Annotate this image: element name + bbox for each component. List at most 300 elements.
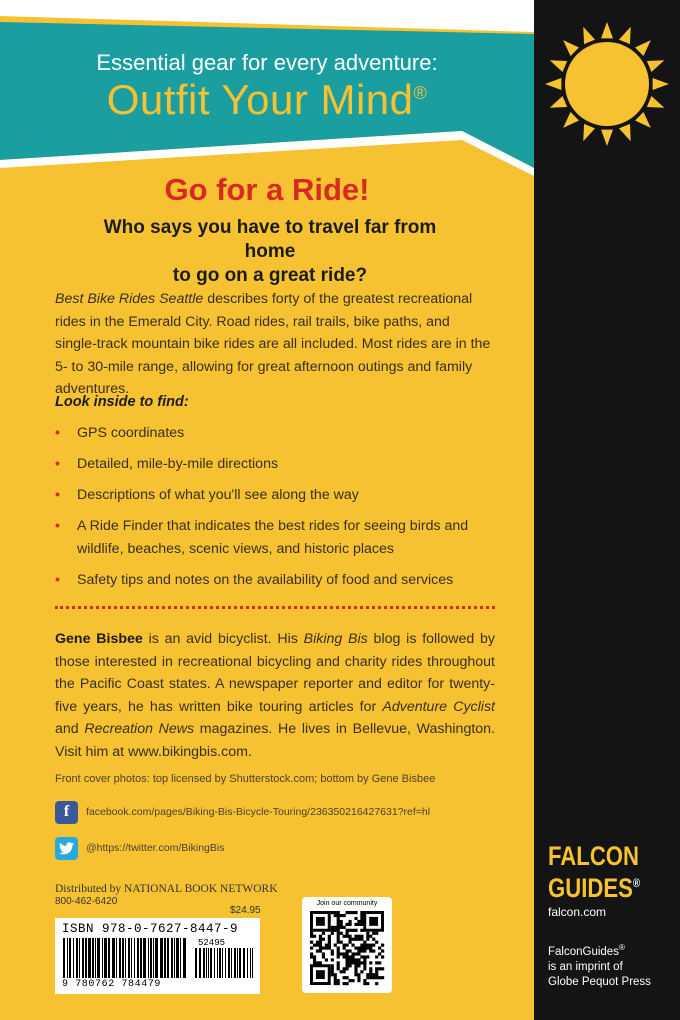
barcode-bar xyxy=(222,948,223,978)
feature-text: Safety tips and notes on the availability of food and services xyxy=(77,572,454,588)
intro-text: describes forty of the greatest recreational rides in the Emerald City. Road rides, rail trails, bike paths, and single-track mountain bike rides are all included. Most rides are in the 5- to 30-mile range, allowing for great afternoon outings and family adventures. xyxy=(55,291,491,397)
qr-module xyxy=(369,949,372,952)
feature-text: A Ride Finder that indicates the best rides for seeing birds and wildlife, beaches, scenic views, and historic places xyxy=(77,518,469,557)
qr-module xyxy=(328,947,331,950)
qr-module xyxy=(346,982,349,985)
qr-module xyxy=(331,973,334,976)
sun-ray xyxy=(653,78,669,90)
qr-module xyxy=(325,958,328,961)
qr-module xyxy=(319,944,322,947)
qr-module xyxy=(354,964,357,967)
qr-module xyxy=(357,935,360,938)
barcode-bar xyxy=(85,938,87,978)
qr-module xyxy=(331,952,334,955)
barcode-bar xyxy=(208,948,209,978)
qr-module xyxy=(372,973,375,976)
qr-module xyxy=(381,944,384,947)
qr-module xyxy=(357,949,360,952)
qr-module xyxy=(331,926,334,929)
bio-text-1: is an avid bicyclist. His xyxy=(142,631,304,647)
qr-module xyxy=(348,941,351,944)
barcode-bar xyxy=(76,938,78,978)
qr-module xyxy=(372,944,375,947)
qr-module xyxy=(337,941,340,944)
barcode-bar xyxy=(250,948,251,978)
ean-digits: 9 780762 784479 xyxy=(62,979,162,990)
qr-module xyxy=(340,970,343,973)
sun-ray xyxy=(619,124,631,141)
brand-title-text: Outfit Your Mind xyxy=(106,76,414,123)
qr-module xyxy=(343,967,346,970)
qr-module xyxy=(354,935,357,938)
qr-module xyxy=(337,929,340,932)
qr-module xyxy=(337,914,340,917)
qr-module xyxy=(354,970,357,973)
qr-module xyxy=(378,961,381,964)
barcode-bar xyxy=(214,948,215,978)
barcode-bar xyxy=(174,938,175,978)
qr-module xyxy=(375,955,378,958)
barcode-bar xyxy=(180,938,181,978)
qr-module xyxy=(378,976,381,979)
qr-module xyxy=(343,947,346,950)
qr-module xyxy=(354,938,357,941)
bio-text-4: magazines. He lives in Bellevue, Washington. Visit him at www.bikingbis.com. xyxy=(55,721,495,760)
qr-module xyxy=(348,935,351,938)
qr-module xyxy=(343,944,346,947)
qr-module xyxy=(337,949,340,952)
barcode-bar xyxy=(153,938,154,978)
brand-title xyxy=(0,76,534,124)
qr-module xyxy=(357,964,360,967)
qr-module xyxy=(322,938,325,941)
qr-module xyxy=(351,938,354,941)
list-item xyxy=(55,569,495,592)
qr-module xyxy=(363,979,366,982)
qr-module xyxy=(331,964,334,967)
qr-module xyxy=(319,935,322,938)
qr-module xyxy=(328,941,331,944)
barcode-bar xyxy=(79,938,80,978)
qr-finder xyxy=(316,917,325,926)
qr-label: Join our community xyxy=(316,900,378,907)
barcode-bar xyxy=(160,938,163,978)
qr-module xyxy=(369,935,372,938)
logo-line-1: FALCON xyxy=(548,841,640,871)
qr-module xyxy=(369,944,372,947)
qr-module xyxy=(310,947,313,950)
book-title: Best Bike Rides Seattle xyxy=(55,291,204,307)
qr-module xyxy=(337,955,340,958)
qr-module xyxy=(313,935,316,938)
qr-panel xyxy=(302,897,392,993)
qr-module xyxy=(363,958,366,961)
qr-module xyxy=(363,949,366,952)
qr-module xyxy=(351,955,354,958)
qr-module xyxy=(322,947,325,950)
qr-finder xyxy=(369,917,378,926)
qr-module xyxy=(375,973,378,976)
sun-ray xyxy=(601,22,613,38)
qr-module xyxy=(351,929,354,932)
feature-text: Descriptions of what you'll see along the way xyxy=(77,487,359,503)
facebook-link[interactable]: facebook.com/pages/Biking-Bis-Bicycle-Touring/236350216427631?ref=hl xyxy=(86,806,431,818)
qr-module xyxy=(328,935,331,938)
qr-module xyxy=(375,967,378,970)
barcode-bar xyxy=(95,938,96,978)
barcode-bar xyxy=(164,938,166,978)
price-barcode-digits: 52495 xyxy=(198,938,226,948)
sun-icon xyxy=(534,12,680,152)
logo-registered-mark: ® xyxy=(632,876,641,890)
sun-ray xyxy=(550,96,567,108)
qr-module xyxy=(357,923,360,926)
qr-module xyxy=(354,952,357,955)
qr-module xyxy=(346,952,349,955)
qr-module xyxy=(354,973,357,976)
qr-module xyxy=(372,938,375,941)
qr-module xyxy=(369,961,372,964)
barcode-bar xyxy=(150,938,152,978)
qr-module xyxy=(366,947,369,950)
list-item xyxy=(55,515,495,561)
qr-module xyxy=(381,949,384,952)
barcode-bar xyxy=(116,938,117,978)
qr-module xyxy=(319,941,322,944)
qr-module xyxy=(343,982,346,985)
sun-ray xyxy=(601,130,613,146)
qr-module xyxy=(360,914,363,917)
look-inside-heading: Look inside to find: xyxy=(55,394,189,410)
bio-text-2: blog is followed by those interested in recreational bicycling and charity rides throughout the Pacific Coast states. A newspaper reporter and editor for twenty-five years, he has written bike touring articles for xyxy=(55,631,496,715)
sun-ray xyxy=(545,78,561,90)
qr-module xyxy=(337,982,340,985)
barcode-bar xyxy=(125,938,126,978)
barcode-bar xyxy=(82,938,84,978)
feature-list xyxy=(55,422,495,600)
registered-mark: ® xyxy=(413,83,428,103)
qr-module xyxy=(343,914,346,917)
barcode-bar xyxy=(217,948,218,978)
barcode-bar xyxy=(155,938,158,978)
subhead-line-2: to go on a great ride? xyxy=(172,265,368,286)
qr-module xyxy=(346,932,349,935)
qr-module xyxy=(363,941,366,944)
barcode-bar xyxy=(148,938,149,978)
qr-module xyxy=(325,947,328,950)
qr-module xyxy=(366,938,369,941)
qr-module xyxy=(322,952,325,955)
qr-module xyxy=(313,955,316,958)
qr-module xyxy=(337,961,340,964)
barcode-bar xyxy=(73,938,74,978)
qr-module xyxy=(331,929,334,932)
twitter-row xyxy=(55,836,224,860)
bio-text-3: and xyxy=(55,721,85,737)
qr-module xyxy=(340,941,343,944)
qr-module xyxy=(337,926,340,929)
sun-ray xyxy=(563,112,579,128)
qr-module xyxy=(337,947,340,950)
twitter-link[interactable]: @https://twitter.com/BikingBis xyxy=(86,842,225,854)
sun-ray xyxy=(583,27,595,44)
qr-module xyxy=(331,958,334,961)
qr-module xyxy=(316,944,319,947)
qr-module xyxy=(328,944,331,947)
barcode-bar xyxy=(206,948,207,978)
qr-module xyxy=(346,949,349,952)
qr-module xyxy=(369,976,372,979)
qr-module xyxy=(354,923,357,926)
qr-module xyxy=(366,973,369,976)
qr-module xyxy=(369,973,372,976)
facebook-row xyxy=(55,800,430,824)
qr-module xyxy=(346,929,349,932)
qr-module xyxy=(334,982,337,985)
blog-name: Biking Bis xyxy=(303,631,368,647)
magazine-1: Adventure Cyclist xyxy=(382,698,495,715)
qr-module xyxy=(351,952,354,955)
publisher-url: falcon.com xyxy=(548,905,607,919)
qr-module xyxy=(334,914,337,917)
qr-module xyxy=(348,961,351,964)
qr-code xyxy=(302,897,392,993)
qr-module xyxy=(346,923,349,926)
qr-module xyxy=(334,973,337,976)
qr-module xyxy=(366,982,369,985)
barcode-bar xyxy=(137,938,139,978)
barcode-bar xyxy=(195,948,197,978)
qr-module xyxy=(340,932,343,935)
qr-module xyxy=(357,947,360,950)
qr-module xyxy=(334,926,337,929)
qr-module xyxy=(310,935,313,938)
qr-module xyxy=(354,961,357,964)
qr-module xyxy=(372,976,375,979)
barcode-bar xyxy=(102,938,103,978)
logo-line-2-text: GUIDES xyxy=(548,873,633,903)
qr-module xyxy=(346,964,349,967)
qr-module xyxy=(360,920,363,923)
barcode-bar xyxy=(247,948,248,978)
bullet-icon: • xyxy=(55,425,60,441)
qr-module xyxy=(337,964,340,967)
sun-ray xyxy=(619,27,631,44)
qr-module xyxy=(340,914,343,917)
qr-module xyxy=(363,944,366,947)
qr-module xyxy=(354,917,357,920)
qr-module xyxy=(313,944,316,947)
qr-module xyxy=(337,911,340,914)
qr-module xyxy=(348,949,351,952)
qr-module xyxy=(363,947,366,950)
qr-module xyxy=(348,964,351,967)
qr-module xyxy=(331,911,334,914)
barcode-bar xyxy=(225,948,226,978)
qr-module xyxy=(340,952,343,955)
qr-module xyxy=(343,926,346,929)
isbn-text: ISBN 978-0-7627-8447-9 xyxy=(62,922,239,936)
qr-module xyxy=(354,911,357,914)
qr-module xyxy=(343,970,346,973)
price: $24.95 xyxy=(230,905,261,916)
tagline: Essential gear for every adventure: xyxy=(96,50,438,75)
qr-module xyxy=(366,944,369,947)
sun-ray xyxy=(583,124,595,141)
qr-module xyxy=(337,932,340,935)
qr-module xyxy=(334,979,337,982)
imprint-note xyxy=(548,940,674,990)
qr-module xyxy=(334,976,337,979)
qr-module xyxy=(337,917,340,920)
sun-ray xyxy=(635,112,651,128)
qr-module xyxy=(363,964,366,967)
barcode-bar xyxy=(97,938,100,978)
qr-module xyxy=(316,961,319,964)
qr-module xyxy=(310,955,313,958)
author-name: Gene Bisbee xyxy=(55,631,143,647)
qr-module xyxy=(319,961,322,964)
intro-paragraph xyxy=(55,288,495,401)
qr-module xyxy=(337,923,340,926)
qr-module xyxy=(351,944,354,947)
bullet-icon: • xyxy=(55,518,60,534)
qr-module xyxy=(360,935,363,938)
qr-module xyxy=(375,941,378,944)
qr-module xyxy=(360,947,363,950)
qr-module xyxy=(346,935,349,938)
qr-module xyxy=(334,929,337,932)
qr-module xyxy=(331,932,334,935)
barcode-bar xyxy=(219,948,221,978)
qr-module xyxy=(346,944,349,947)
qr-module xyxy=(351,961,354,964)
qr-module xyxy=(337,938,340,941)
sun-ray xyxy=(635,40,651,56)
feature-text: GPS coordinates xyxy=(77,425,185,441)
barcode-bar xyxy=(171,938,173,978)
qr-module xyxy=(357,973,360,976)
qr-module xyxy=(360,961,363,964)
qr-module xyxy=(348,955,351,958)
qr-module xyxy=(331,949,334,952)
qr-module xyxy=(354,958,357,961)
falcon-guides-logo xyxy=(548,843,640,902)
qr-module xyxy=(360,923,363,926)
qr-module xyxy=(360,917,363,920)
qr-module xyxy=(343,955,346,958)
qr-module xyxy=(331,970,334,973)
qr-module xyxy=(375,982,378,985)
qr-module xyxy=(360,970,363,973)
qr-module xyxy=(340,923,343,926)
qr-module xyxy=(328,938,331,941)
qr-module xyxy=(372,949,375,952)
barcode-bar xyxy=(228,948,230,978)
qr-module xyxy=(357,979,360,982)
imprint-registered-mark: ® xyxy=(618,943,625,952)
barcode-bar xyxy=(239,948,241,978)
qr-module xyxy=(346,955,349,958)
qr-module xyxy=(363,982,366,985)
qr-module xyxy=(354,967,357,970)
qr-module xyxy=(348,923,351,926)
qr-module xyxy=(366,955,369,958)
qr-module xyxy=(348,929,351,932)
facebook-icon: f xyxy=(55,801,78,824)
barcode-bar xyxy=(69,938,71,978)
barcode-bar xyxy=(128,938,130,978)
twitter-icon xyxy=(55,837,78,860)
subheadline xyxy=(80,216,460,288)
author-bio xyxy=(55,628,495,763)
qr-module xyxy=(322,932,325,935)
qr-module xyxy=(340,926,343,929)
qr-module xyxy=(357,920,360,923)
sun-ray xyxy=(550,60,567,72)
barcode-bar xyxy=(63,938,65,978)
qr-module xyxy=(346,911,349,914)
qr-module xyxy=(357,961,360,964)
sun-ray xyxy=(563,40,579,56)
barcode-bar xyxy=(176,938,179,978)
qr-module xyxy=(381,976,384,979)
qr-module xyxy=(378,952,381,955)
barcode-bar xyxy=(210,948,212,978)
magazine-2: Recreation News xyxy=(84,721,195,737)
barcode-bar xyxy=(237,948,238,978)
qr-module xyxy=(348,920,351,923)
qr-module xyxy=(343,976,346,979)
qr-module xyxy=(369,970,372,973)
barcode-bar xyxy=(108,938,110,978)
barcode-bar xyxy=(67,938,68,978)
qr-module xyxy=(354,947,357,950)
subhead-line-1: Who says you have to travel far from home xyxy=(103,217,437,262)
imprint-line-3: Globe Pequot Press xyxy=(548,975,651,988)
barcode-bar xyxy=(234,948,236,978)
qr-module xyxy=(375,976,378,979)
qr-module xyxy=(348,958,351,961)
barcode-bar xyxy=(92,938,94,978)
qr-module xyxy=(346,961,349,964)
qr-module xyxy=(310,941,313,944)
photo-credit: Front cover photos: top licensed by Shutterstock.com; bottom by Gene Bisbee xyxy=(55,773,436,785)
qr-module xyxy=(357,938,360,941)
qr-module xyxy=(331,967,334,970)
qr-module xyxy=(360,955,363,958)
qr-module xyxy=(310,932,313,935)
qr-module xyxy=(343,935,346,938)
barcode-bar xyxy=(231,948,232,978)
qr-module xyxy=(360,929,363,932)
headline: Go for a Ride! xyxy=(164,172,370,207)
qr-module xyxy=(375,932,378,935)
qr-module xyxy=(313,958,316,961)
qr-module xyxy=(348,911,351,914)
sun-disc xyxy=(565,42,649,126)
barcode-bar xyxy=(112,938,115,978)
barcode-bar xyxy=(199,948,201,978)
distribution-line: Distributed by NATIONAL BOOK NETWORK xyxy=(55,883,278,895)
qr-module xyxy=(337,952,340,955)
barcode-bar xyxy=(243,948,245,978)
qr-module xyxy=(357,976,360,979)
qr-module xyxy=(366,935,369,938)
barcode-bar xyxy=(140,938,142,978)
dotted-divider xyxy=(55,606,495,609)
imprint-line-1 xyxy=(548,940,674,960)
